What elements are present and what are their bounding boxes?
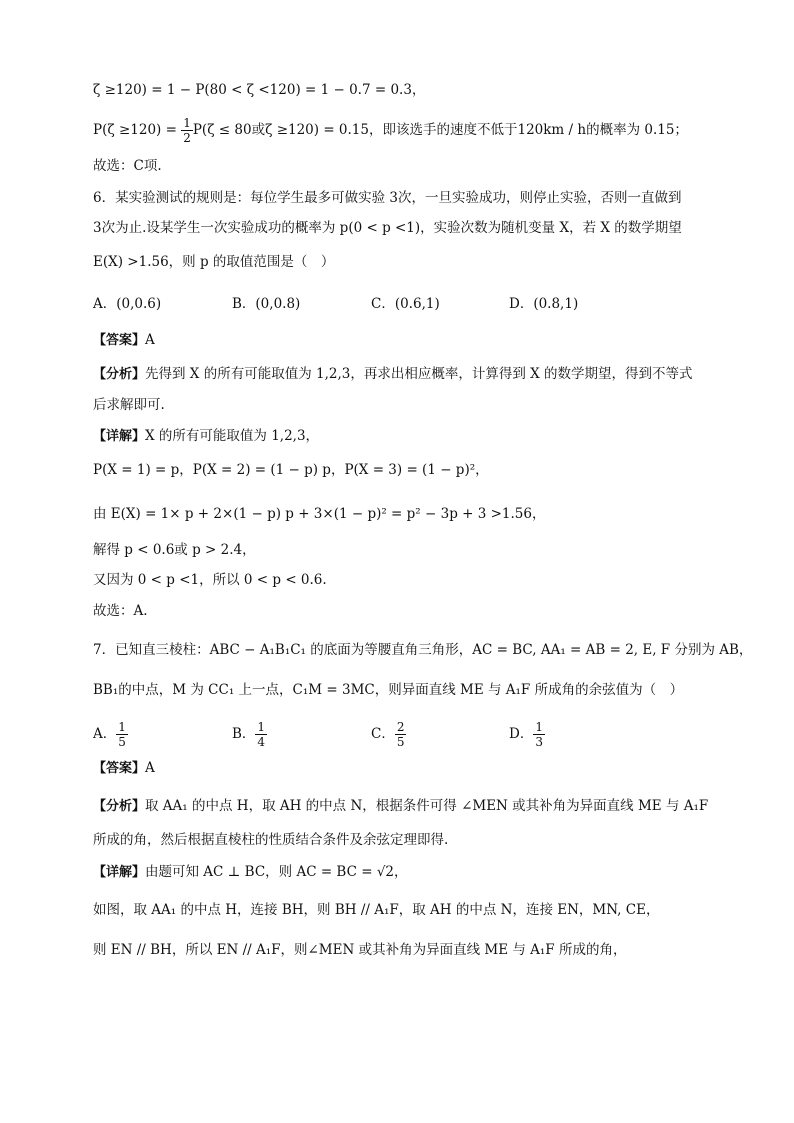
option-a: A． $\frac{1}{5}$ — [93, 720, 126, 749]
formula-line: P(X = 1) = p，P(X = 2) = (1 − p) p，P(X = 3) = (1 − p)²， — [93, 462, 489, 478]
analysis-tag: 【分析】 — [93, 367, 146, 382]
detail-tag: 【详解】 — [93, 865, 146, 880]
option-b: B． $\frac{1}{4}$ — [232, 720, 266, 749]
text-line: 所成的角，然后根据直棱柱的性质结合条件及余弦定理即得. — [93, 832, 449, 848]
analysis-line: 【分析】取 AA₁ 的中点 H，取 AH 的中点 N，根据条件可得 ∠MEN 或其补角为异面直线 ME 与 A₁F — [93, 798, 709, 814]
text-line: 后求解即可. — [93, 397, 165, 413]
answer-line — [93, 758, 155, 779]
detail-line: 【详解】X 的所有可能取值为 1,2,3， — [93, 428, 320, 444]
text-line: ζ ≥120) = 1 − P(80 < ζ <120) = 1 − 0.7 = 0.3， — [93, 82, 426, 98]
text-line: 如图，取 AA₁ 的中点 H，连接 BH，则 BH // A₁F，取 AH 的中点 N，连接 EN，MN, CE， — [93, 902, 660, 918]
fraction-half: $\frac{1}{2}$ — [183, 116, 191, 145]
formula-line: 解得 p < 0.6或 p > 2.4， — [93, 542, 256, 558]
analysis-tag: 【分析】 — [93, 799, 146, 814]
option-c: C．(0.6,1) — [371, 296, 440, 312]
answer-tag: 【答案】 — [93, 761, 146, 776]
text-line: 则 EN // BH，所以 EN // A₁F，则∠MEN 或其补角为异面直线 ME 与 A₁F 所成的角， — [93, 942, 627, 958]
answer-value: A — [145, 760, 155, 776]
option-b: B．(0,0.8) — [232, 296, 301, 312]
text-line: 故选：C项. — [93, 158, 162, 174]
formula: P(ζ ≤ 80或ζ ≥120) = 0.15，即该选手的速度不低于120km / h的概率为 0.15； — [192, 122, 688, 138]
analysis-line: 【分析】先得到 X 的所有可能取值为 1,2,3，再求出相应概率，计算得到 X 的数学期望，得到不等式 — [93, 366, 693, 382]
option-d: D．(0.8,1) — [509, 296, 579, 312]
question-7-text: 7．已知直三棱柱：ABC − A₁B₁C₁ 的底面为等腰直角三角形，AC = BC, AA₁ = AB = 2, E, F 分别为 AB， — [93, 642, 753, 658]
option-d: D． $\frac{1}{3}$ — [509, 720, 543, 749]
answer-tag: 【答案】 — [93, 333, 146, 348]
option-a: A．(0,0.6) — [93, 296, 162, 312]
answer-line — [93, 330, 155, 351]
question-7-text: BB₁的中点，M 为 CC₁ 上一点，C₁M = 3MC，则异面直线 ME 与 A₁F 所成角的余弦值为（ ） — [93, 682, 684, 698]
text-line — [93, 116, 688, 145]
detail-tag: 【详解】 — [93, 429, 146, 444]
question-6-text: E(X) >1.56，则 p 的取值范围是（ ） — [93, 254, 335, 270]
formula-line: 又因为 0 < p <1，所以 0 < p < 0.6. — [93, 572, 327, 588]
detail-line: 【详解】由题可知 AC ⊥ BC，则 AC = BC = √2， — [93, 864, 408, 880]
option-c: C． $\frac{2}{5}$ — [371, 720, 405, 749]
question-6-text: 6．某实验测试的规则是：每位学生最多可做实验 3次，一旦实验成功，则停止实验，否则一直做到 — [93, 190, 682, 206]
answer-value: A — [145, 332, 155, 348]
text-line: 故选：A. — [93, 603, 148, 619]
formula-line: 由 E(X) = 1× p + 2×(1 − p) p + 3×(1 − p)² = p² − 3p + 3 >1.56， — [93, 506, 546, 522]
formula: P(ζ ≥120) = — [93, 122, 182, 138]
question-6-text: 3次为止.设某学生一次实验成功的概率为 p(0 < p <1)，实验次数为随机变量 X，若 X 的数学期望 — [93, 220, 682, 236]
